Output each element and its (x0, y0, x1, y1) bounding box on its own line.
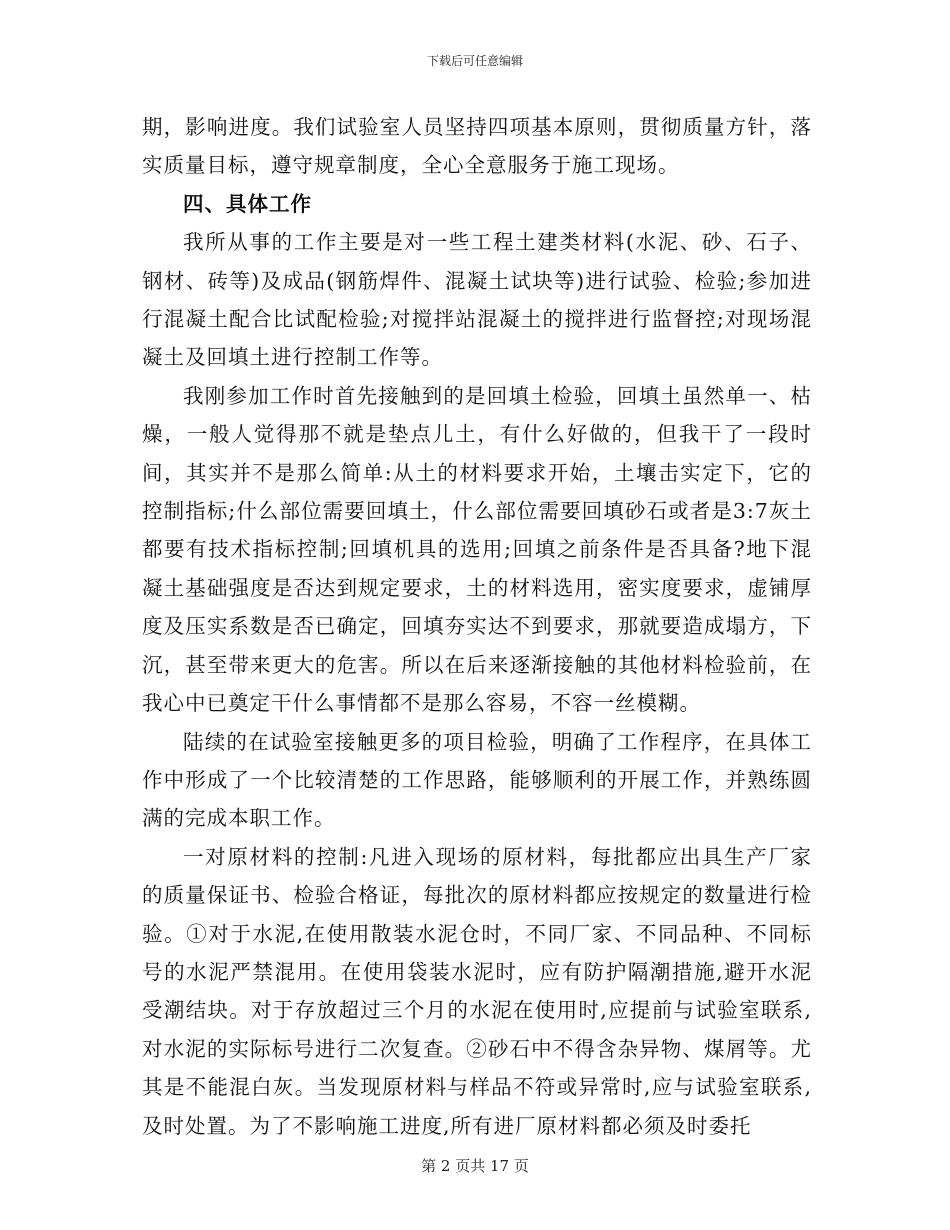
document-body (142, 108, 812, 1145)
paragraph-backfill-inspection: 我刚参加工作时首先接触到的是回填土检验，回填土虽然单一、枯燥，一般人觉得那不就是垫点儿土，有什么好做的，但我干了一段时间，其实并不是那么简单:从土的材料要求开始，土壤击实定下，它的控制指标;什么部位需要回填土，什么部位需要回填砂石或者是3:7灰土都要有技术指标控制;回填机具的选用;回填之前条件是否具备?地下混凝土基础强度是否达到规定要求，土的材料选用，密实度要求，虚铺厚度及压实系数是否已确定，回填夯实达不到要求，那就要造成塌方，下沉，甚至带来更大的危害。所以在后来逐渐接触的其他材料检验前，在我心中已奠定干什么事情都不是那么容易，不容一丝模糊。 (142, 383, 812, 716)
page-header: 下载后可任意编辑 (426, 54, 523, 68)
paragraph-work-procedure: 陆续的在试验室接触更多的项目检验，明确了工作程序，在具体工作中形成了一个比较清楚的工作思路，能够顺利的开展工作，并熟练圆满的完成本职工作。 (142, 729, 812, 831)
paragraph-work-scope: 我所从事的工作主要是对一些工程土建类材料(水泥、砂、石子、钢材、砖等)及成品(钢筋焊件、混凝土试块等)进行试验、检验;参加进行混凝土配合比试配检验;对搅拌站混凝土的搅拌进行监督控;对现场混凝土及回填土进行控制工作等。 (142, 230, 812, 370)
paragraph-continuation: 期，影响进度。我们试验室人员坚持四项基本原则，贯彻质量方针，落实质量目标，遵守规章制度，全心全意服务于施工现场。 (142, 115, 812, 178)
page-footer: 第 2 页共 17 页 (421, 1157, 529, 1175)
paragraph-raw-material-control: 一对原材料的控制:凡进入现场的原材料，每批都应出具生产厂家的质量保证书、检验合格证，每批次的原材料都应按规定的数量进行检验。①对于水泥,在使用散装水泥仓时，不同厂家、不同品种、不同标号的水泥严禁混用。在使用袋装水泥时，应有防护隔潮措施,避开水泥受潮结块。对于存放超过三个月的水泥在使用时,应提前与试验室联系,对水泥的实际标号进行二次复查。②砂石中不得含杂异物、煤屑等。尤其是不能混白灰。当发现原材料与样品不符或异常时,应与试验室联系,及时处置。为了不影响施工进度,所有进厂原材料都必须及时委托 (142, 844, 812, 1138)
section-heading: 四、具体工作 (183, 191, 312, 216)
